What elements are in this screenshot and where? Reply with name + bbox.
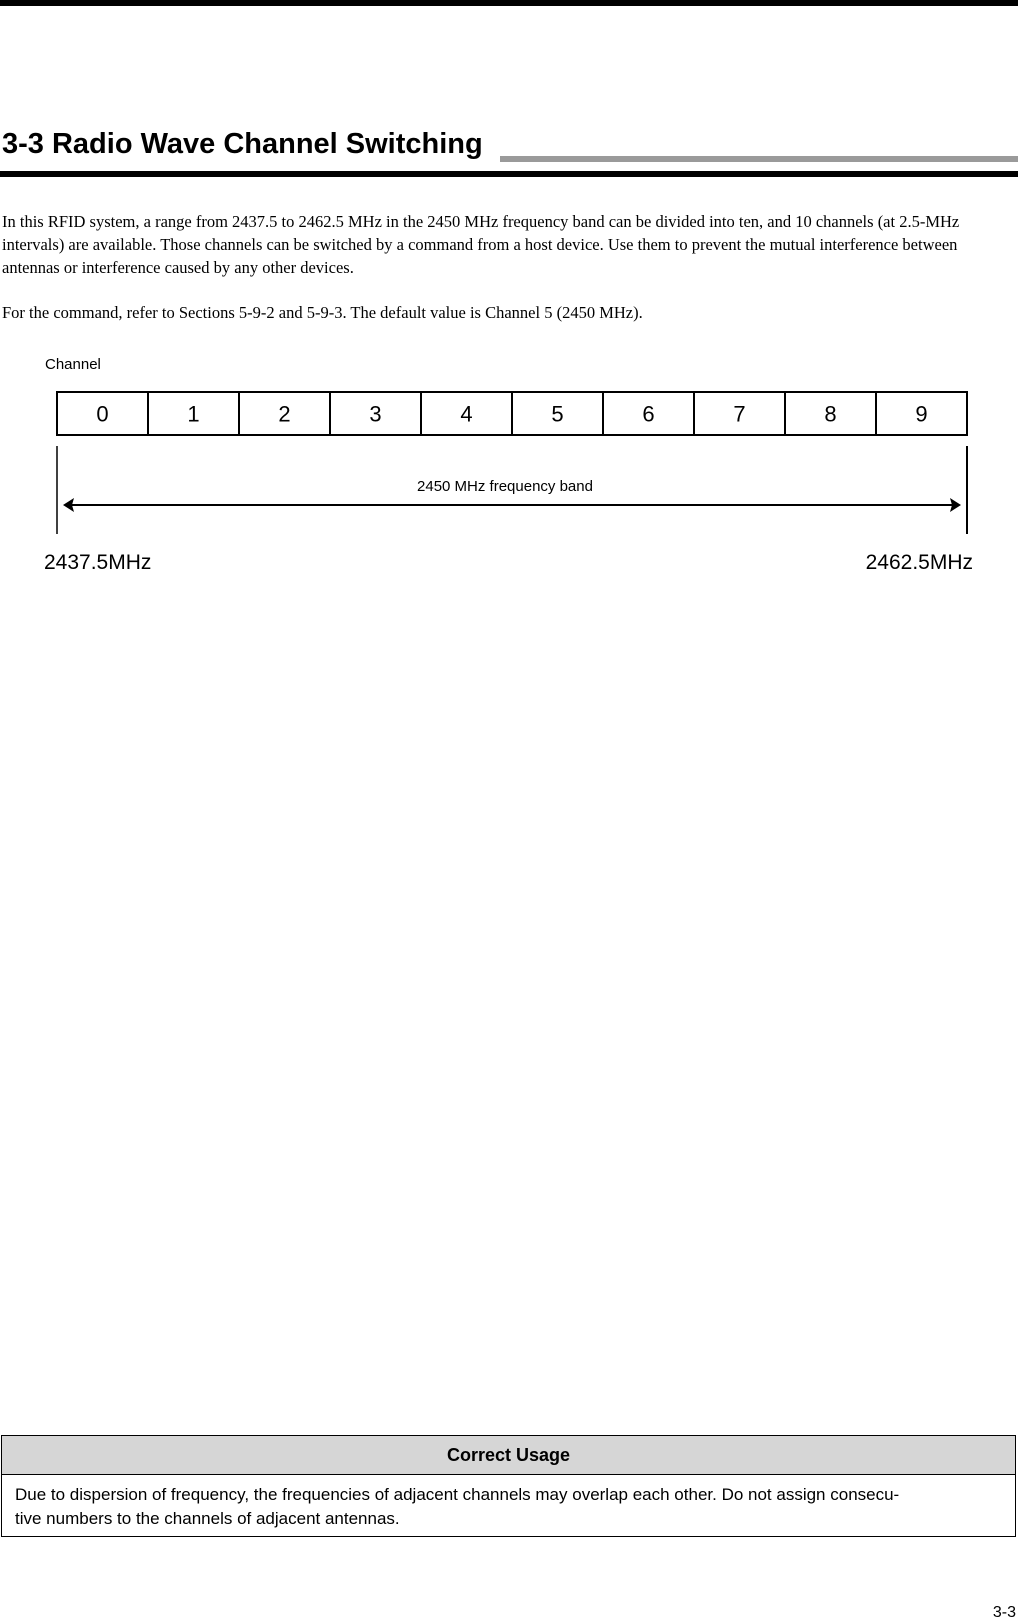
end-frequency: 2462.5MHz [865,551,973,574]
correct-usage-header: Correct Usage [2,1436,1015,1475]
band-label: 2450 MHz frequency band [417,478,593,495]
page-number: 3-3 [992,1604,1016,1621]
channel-number-6: 6 [642,401,655,427]
channel-number-9: 9 [915,401,928,427]
command-paragraph: For the command, refer to Sections 5-9-2 and 5-9-3. The default value is Channel 5 (2450 MHz). [2,303,643,322]
top-rule [0,0,1018,6]
title-black-rule [0,171,1018,177]
channel-number-2: 2 [278,401,291,427]
channel-number-1: 1 [187,401,200,427]
correct-usage-line-1: Due to dispersion of frequency, the frequencies of adjacent channels may overlap each other. Do not assign consecu- [15,1485,900,1504]
title-gray-rule [500,156,1018,162]
start-frequency: 2437.5MHz [44,551,152,574]
channel-number-7: 7 [733,401,746,427]
channel-diagram [0,350,1018,580]
correct-usage-body [2,1475,1015,1531]
channel-number-3: 3 [369,401,382,427]
channel-cells [57,392,967,435]
intro-paragraph: In this RFID system, a range from 2437.5 to 2462.5 MHz in the 2450 MHz frequency band can be divided into ten, and 10 channels (at 2.5-MHz intervals) are available. Those channels can be switched by a command from a host device. Use them to prevent the mutual interference between antennas or interference caused by any other devices. [2,212,960,277]
correct-usage-box [1,1435,1016,1537]
channel-number-4: 4 [460,401,473,427]
channel-number-0: 0 [96,401,109,427]
correct-usage-line-2: tive numbers to the channels of adjacent antennas. [15,1509,400,1528]
section-title: 3-3 Radio Wave Channel Switching [2,128,483,160]
channel-number-8: 8 [824,401,837,427]
channel-number-5: 5 [551,401,564,427]
channel-label: Channel [45,356,101,373]
